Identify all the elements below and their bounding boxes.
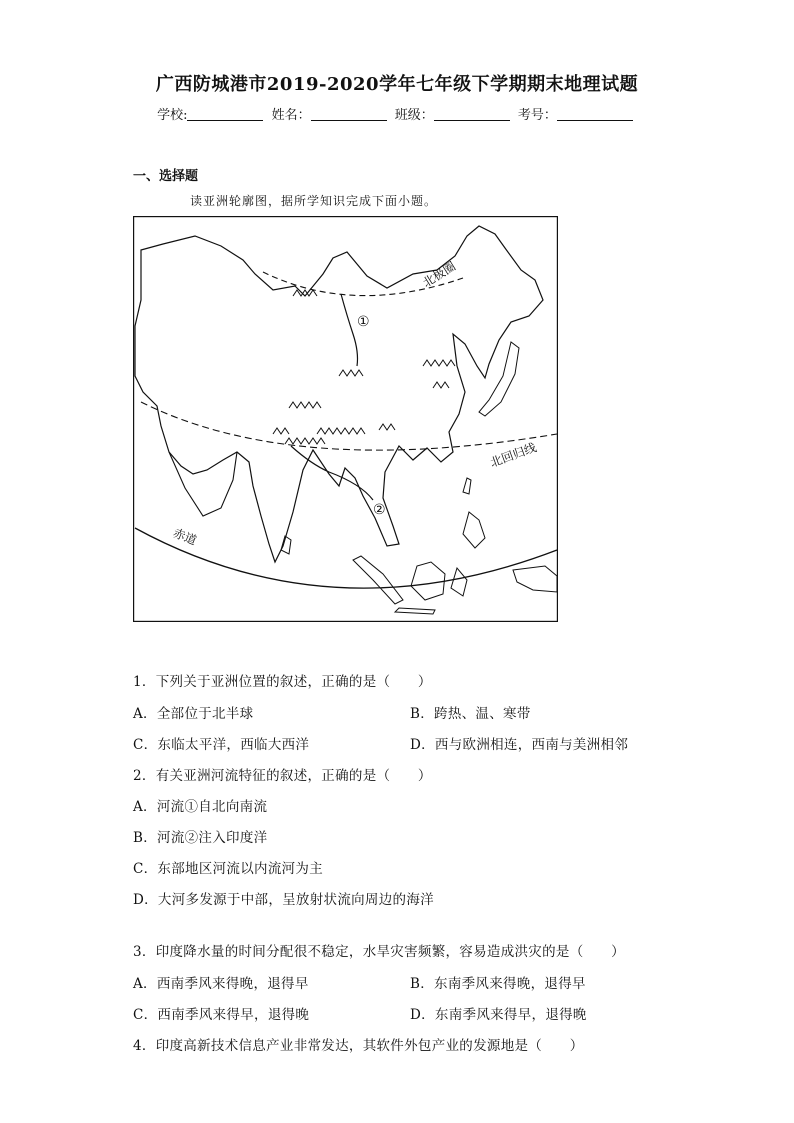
question-1-option-a[interactable]: A．全部位于北半球 <box>133 706 254 722</box>
question-2-stem: 2．有关亚洲河流特征的叙述，正确的是（ ） <box>133 768 432 784</box>
section-title: 一、选择题 <box>133 169 199 184</box>
question-3-option-b[interactable]: B．东南季风来得晚，退得早 <box>410 976 586 992</box>
tropic-label: 北回归线 <box>488 440 539 470</box>
question-3-option-c[interactable]: C．西南季风来得早，退得晚 <box>133 1007 310 1023</box>
river-2-label: ② <box>373 502 386 518</box>
school-blank[interactable] <box>187 108 263 121</box>
equator-label: 赤道 <box>171 525 199 548</box>
page-title: 广西防城港市2019-2020学年七年级下学期期末地理试题 <box>155 74 639 95</box>
question-1-option-d[interactable]: D．西与欧洲相连，西南与美洲相邻 <box>410 737 629 753</box>
name-blank[interactable] <box>311 108 387 121</box>
class-blank[interactable] <box>434 108 510 121</box>
map-intro-text: 读亚洲轮廓图，据所学知识完成下面小题。 <box>190 194 438 208</box>
class-label: 班级： <box>394 108 434 123</box>
question-3-option-d[interactable]: D．东南季风来得早，退得晚 <box>410 1007 587 1023</box>
river-1-label: ① <box>357 314 370 330</box>
question-2-option-b[interactable]: B．河流②注入印度洋 <box>133 830 268 846</box>
question-3-option-a[interactable]: A．西南季风来得晚，退得早 <box>133 976 309 992</box>
asia-outline-map <box>133 216 558 622</box>
exam-number-label: 考号： <box>517 108 557 123</box>
question-1-stem: 1．下列关于亚洲位置的叙述，正确的是（ ） <box>133 674 432 690</box>
question-1-option-c[interactable]: C．东临太平洋，西临大西洋 <box>133 737 310 753</box>
question-2-option-c[interactable]: C．东部地区河流以内流河为主 <box>133 861 324 877</box>
question-1-option-b[interactable]: B．跨热、温、寒带 <box>410 706 531 722</box>
arctic-circle-label: 北极圈 <box>420 259 459 290</box>
question-2-option-a[interactable]: A．河流①自北向南流 <box>133 799 268 815</box>
exam-number-blank[interactable] <box>557 108 633 121</box>
name-label: 姓名： <box>271 108 311 123</box>
school-label: 学校: <box>157 108 188 123</box>
question-3-stem: 3．印度降水量的时间分配很不稳定，水旱灾害频繁，容易造成洪灾的是（ ） <box>133 944 625 960</box>
question-2-option-d[interactable]: D．大河多发源于中部，呈放射状流向周边的海洋 <box>133 892 434 908</box>
question-4-stem: 4．印度高新技术信息产业非常发达，其软件外包产业的发源地是（ ） <box>133 1038 584 1054</box>
student-info-line <box>0 104 794 123</box>
